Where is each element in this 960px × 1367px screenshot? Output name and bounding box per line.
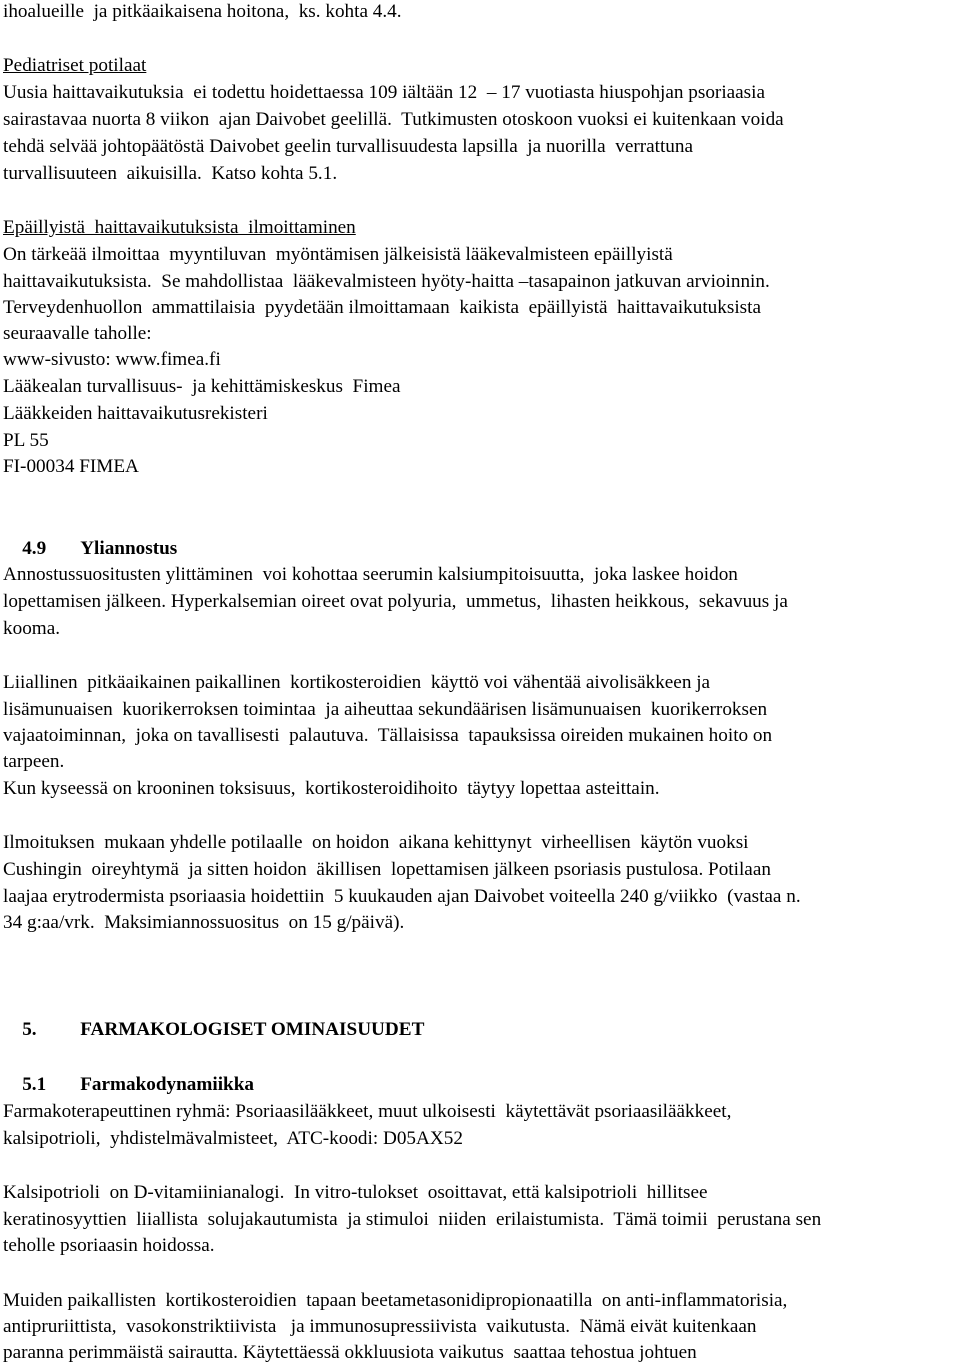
- paragraph-line: Liiallinen pitkäaikainen paikallinen kortikosteroidien käyttö voi vähentää aivolisäkkeen ja: [3, 672, 711, 693]
- section-title: Yliannostus: [80, 538, 178, 559]
- pediatric-line: sairastavaa nuorta 8 viikon ajan Daivobet geelillä. Tutkimusten otoskoon vuoksi ei kuitenkaan voida: [3, 109, 784, 130]
- paragraph-line: tarpeen.: [3, 751, 65, 772]
- paragraph-line: kooma.: [3, 618, 61, 639]
- reporting-heading: Epäillyistä haittavaikutuksista ilmoittaminen: [3, 217, 356, 238]
- reporting-line: PL 55: [3, 430, 49, 451]
- section-4-9-heading: [3, 510, 178, 559]
- pediatric-line: turvallisuuteen aikuisilla. Katso kohta 5.1.: [3, 163, 338, 184]
- reporting-line: On tärkeää ilmoittaa myyntiluvan myöntämisen jälkeisistä lääkevalmisteen epäillyistä: [3, 244, 673, 265]
- reporting-line: Lääkkeiden haittavaikutusrekisteri: [3, 403, 268, 424]
- section-number: 5.: [22, 1019, 37, 1040]
- paragraph-line: Muiden paikallisten kortikosteroidien tapaan beetametasonidipropionaatilla on anti-inflammatorisia,: [3, 1290, 788, 1311]
- paragraph-line: Kalsipotrioli on D-vitamiinianalogi. In vitro-tulokset osoittavat, että kalsipotrioli hillitsee: [3, 1182, 708, 1203]
- reporting-line: FI-00034 FIMEA: [3, 456, 139, 477]
- section-title: Farmakodynamiikka: [80, 1074, 254, 1095]
- paragraph-line: Cushingin oireyhtymä ja sitten hoidon äkillisen lopettamisen jälkeen psoriasis pustulosa. Potilaan: [3, 859, 771, 880]
- paragraph-line: Farmakoterapeuttinen ryhmä: Psoriaasilääkkeet, muut ulkoisesti käytettävät psoriaasilääkkeet,: [3, 1101, 732, 1122]
- pediatric-line: tehdä selvää johtopäätöstä Daivobet geelin turvallisuudesta lapsilla ja nuorilla verrattuna: [3, 136, 693, 157]
- reporting-website: www-sivusto: www.fimea.fi: [3, 349, 221, 370]
- paragraph-line: keratinosyyttien liiallista solujakautumista ja stimuloi niiden erilaistumista. Tämä toimii perustana sen: [3, 1209, 822, 1230]
- section-number: 5.1: [22, 1074, 47, 1095]
- paragraph-line: Ilmoituksen mukaan yhdelle potilaalle on hoidon aikana kehittynyt virheellisen käytön vuoksi: [3, 832, 749, 853]
- pediatric-line: Uusia haittavaikutuksia ei todettu hoidettaessa 109 iältään 12 – 17 vuotiasta hiuspohjan psoriaasia: [3, 82, 766, 103]
- paragraph-line: lisämunuaisen kuorikerroksen toimintaa ja aiheuttaa sekundäärisen lisämunuaisen kuorikerroksen: [3, 699, 768, 720]
- reporting-line: seuraavalle taholle:: [3, 323, 152, 344]
- section-5-1-heading: [3, 1046, 254, 1095]
- paragraph-line: paranna perimmäistä sairautta. Käytettäessä okkluusiota vaikutus saattaa tehostua johtuen: [3, 1342, 697, 1363]
- paragraph-line: Kun kyseessä on krooninen toksisuus, kortikosteroidihoito täytyy lopettaa asteittain.: [3, 778, 660, 799]
- paragraph-line: 34 g:aa/vrk. Maksimiannossuositus on 15 g/päivä).: [3, 912, 405, 933]
- intro-line: ihoalueille ja pitkäaikaisena hoitona, ks. kohta 4.4.: [3, 1, 402, 22]
- paragraph-line: Annostussuositusten ylittäminen voi kohottaa seerumin kalsiumpitoisuutta, joka laskee hoidon: [3, 564, 738, 585]
- paragraph-line: kalsipotrioli, yhdistelmävalmisteet, ATC-koodi: D05AX52: [3, 1128, 463, 1149]
- reporting-line: Terveydenhuollon ammattilaisia pyydetään ilmoittamaan kaikista epäillyistä haittavaikutuksista: [3, 297, 761, 318]
- reporting-line: Lääkealan turvallisuus- ja kehittämiskeskus Fimea: [3, 376, 401, 397]
- reporting-line: haittavaikutuksista. Se mahdollistaa lääkevalmisteen hyöty-haitta –tasapainon jatkuvan arvioinnin.: [3, 271, 770, 292]
- paragraph-line: teholle psoriaasin hoidossa.: [3, 1235, 215, 1256]
- paragraph-line: lopettamisen jälkeen. Hyperkalsemian oireet ovat polyuria, ummetus, lihasten heikkous, sekavuus ja: [3, 591, 788, 612]
- paragraph-line: vajaatoiminnan, joka on tavallisesti palautuva. Tällaisissa tapauksissa oireiden mukainen hoito on: [3, 725, 773, 746]
- section-number: 4.9: [22, 538, 47, 559]
- pediatric-heading: Pediatriset potilaat: [3, 55, 147, 76]
- paragraph-line: laajaa erytrodermista psoriaasia hoidettiin 5 kuukauden ajan Daivobet voiteella 240 g/viikko (vastaa n.: [3, 886, 801, 907]
- section-5-heading: [3, 991, 425, 1040]
- section-title: FARMAKOLOGISET OMINAISUUDET: [80, 1019, 425, 1040]
- paragraph-line: antipruriittista, vasokonstriktiivista ja immunosupressiivista vaikutusta. Nämä eivät kuitenkaan: [3, 1316, 757, 1337]
